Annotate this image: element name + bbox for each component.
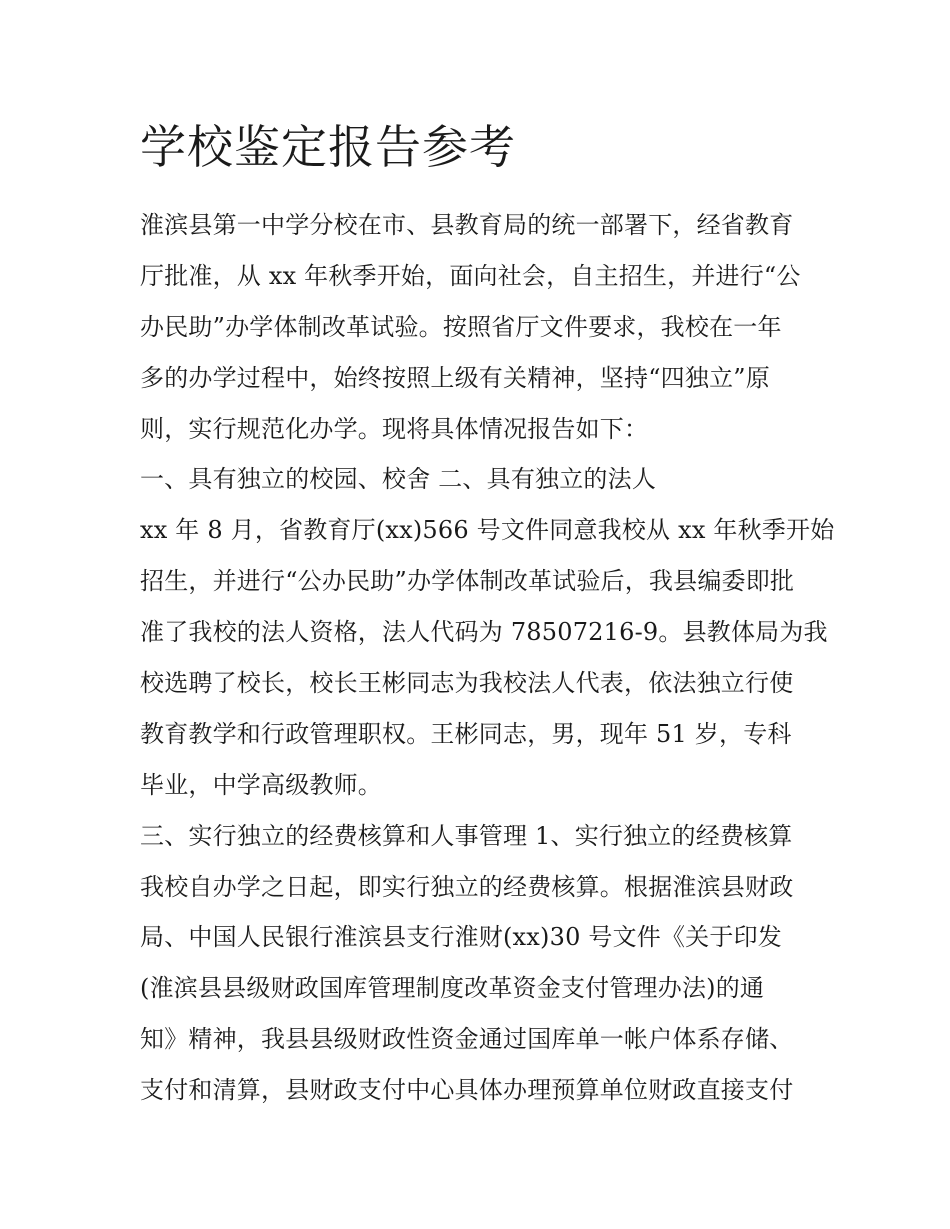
section-heading-line: 一、具有独立的校园、校舍 二、具有独立的法人 <box>140 465 657 494</box>
body-line: 淮滨县第一中学分校在市、县教育局的统一部署下，经省教育 <box>140 211 794 239</box>
body-line: 厅批准，从 xx 年秋季开始，面向社会，自主招生，并进行“公 <box>140 261 801 290</box>
body-line: 我校自办学之日起，即实行独立的经费核算。根据淮滨县财政 <box>140 872 794 901</box>
body-line: 校选聘了校长，校长王彬同志为我校法人代表，依法独立行使 <box>140 669 794 698</box>
body-line: 则，实行规范化办学。现将具体情况报告如下： <box>140 414 649 443</box>
body-line: 知》精神，我县县级财政性资金通过国库单一帐户体系存储、 <box>140 1025 794 1054</box>
body-line: xx 年 8 月，省教育厅(xx)566 号文件同意我校从 xx 年秋季开始 <box>140 516 835 545</box>
body-line: 局、中国人民银行淮滨县支行淮财(xx)30 号文件《关于印发 <box>140 923 782 952</box>
body-line: 教育教学和行政管理职权。王彬同志，男，现年 51 岁，专科 <box>140 719 792 748</box>
section-heading-line: 三、实行独立的经费核算和人事管理 1、实行独立的经费核算 <box>140 821 793 850</box>
body-line: 支付和清算，县财政支付中心具体办理预算单位财政直接支付 <box>140 1076 794 1105</box>
body-line: 准了我校的法人资格，法人代码为 78507216-9。县教体局为我 <box>140 618 828 647</box>
document-title: 学校鉴定报告参考 <box>140 120 516 174</box>
body-line: 办民助”办学体制改革试验。按照省厅文件要求，我校在一年 <box>140 312 782 341</box>
body-line: 多的办学过程中，始终按照上级有关精神，坚持“四独立”原 <box>140 363 770 392</box>
body-line: (淮滨县县级财政国库管理制度改革资金支付管理办法)的通 <box>140 974 765 1003</box>
body-line: 招生，并进行“公办民助”办学体制改革试验后，我县编委即批 <box>140 567 795 596</box>
body-line: 毕业，中学高级教师。 <box>140 770 382 799</box>
document-body <box>140 200 835 1116</box>
